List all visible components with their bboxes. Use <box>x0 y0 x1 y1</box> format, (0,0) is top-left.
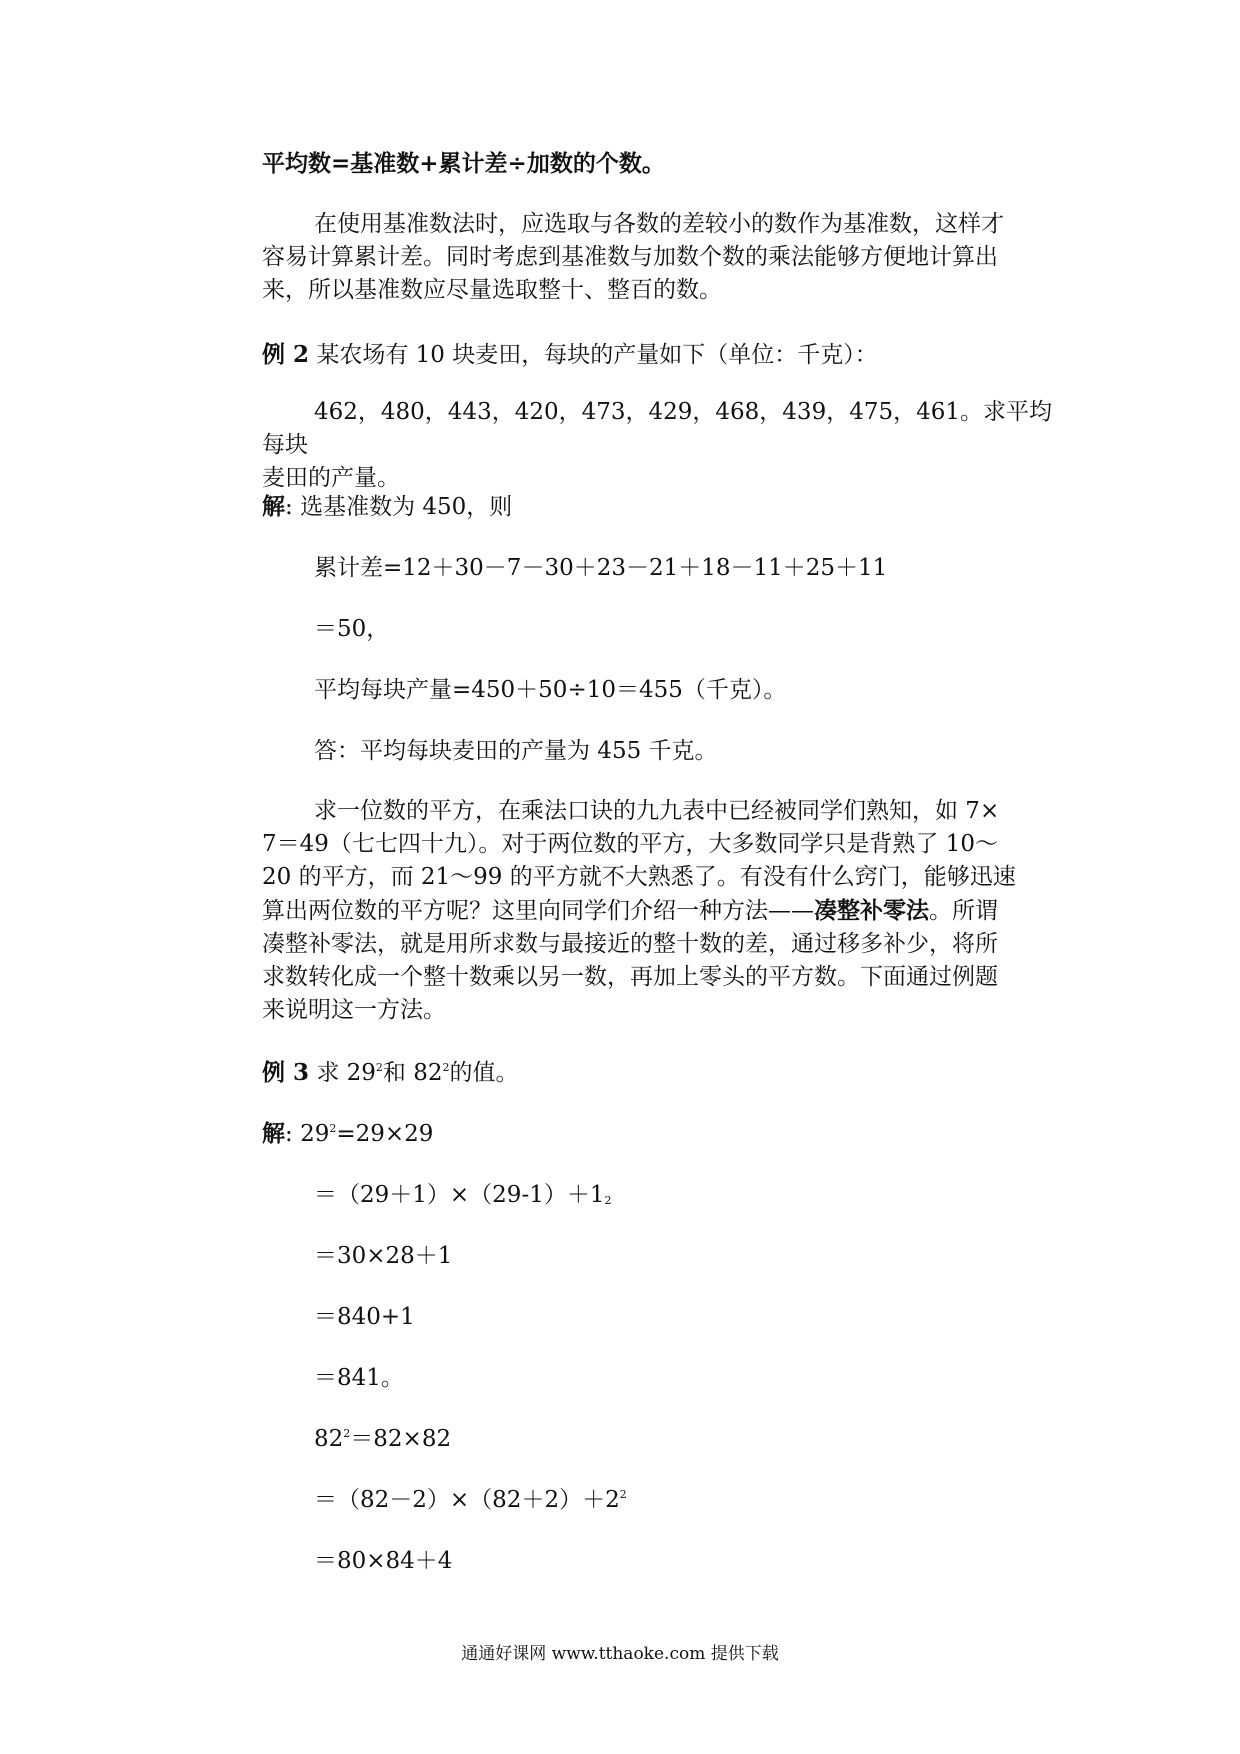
solution-2-intro <box>262 492 512 522</box>
solution-3-step <box>314 1424 451 1454</box>
math-text: 29 <box>300 1121 330 1147</box>
solution-label: 解 <box>262 1120 285 1147</box>
paragraph-base-number <box>262 208 1057 307</box>
math-text: ＝（82－2）×（82＋2）＋2 <box>314 1487 620 1513</box>
paragraph-squares <box>262 795 1057 1027</box>
exponent: 2 <box>343 1427 351 1440</box>
solution-3-step <box>314 1485 627 1515</box>
example-text: 某农场有 10 块麦田，每块的产量如下（单位：千克）： <box>316 342 878 368</box>
solution-intro-text: 选基准数为 450，则 <box>300 494 513 520</box>
math-text: =29×29 <box>336 1121 434 1147</box>
text-line: 麦田的产量。 <box>262 465 400 491</box>
subscript: 2 <box>604 1194 612 1207</box>
text-line: 20 的平方，而 21～99 的平方就不大熟悉了。有没有什么窍门，能够迅速 <box>262 864 1016 890</box>
solution-3-step: ＝80×84＋4 <box>314 1548 453 1574</box>
solution-colon: : <box>285 494 293 520</box>
text-span: 。所谓 <box>929 898 998 924</box>
bold-term: 凑整补零法 <box>814 897 929 924</box>
solution-3-step <box>314 1180 611 1210</box>
solution-3-step <box>262 1119 433 1149</box>
math-text: ＝（29＋1）×（29-1）＋1 <box>314 1182 605 1208</box>
example-label: 例 2 <box>262 341 310 368</box>
text-line: 求一位数的平方，在乘法口诀的九九表中已经被同学们熟知，如 7× <box>314 798 1000 824</box>
math-text: 82 <box>314 1426 344 1452</box>
solution-2-step: 平均每块产量=450＋50÷10＝455（千克）。 <box>314 677 787 703</box>
exponent: 2 <box>442 1061 450 1074</box>
text-line: 462，480，443，420，473，429，468，439，475，461。求平均每块 <box>262 399 1052 458</box>
text-line: 在使用基准数法时，应选取与各数的差较小的数作为基准数，这样才 <box>314 211 1004 237</box>
text-line: 凑整补零法，就是用所求数与最接近的整十数的差，通过移多补少，将所 <box>262 931 998 957</box>
solution-3-step: ＝840+1 <box>314 1304 415 1330</box>
text-line: 求数转化成一个整十数乘以另一数，再加上零头的平方数。下面通过例题 <box>262 964 998 990</box>
footer: 通通好课网 www.tthaoke.com 提供下载 <box>461 1644 779 1664</box>
text-line: 7＝49（七七四十九）。对于两位数的平方，大多数同学只是背熟了 10～ <box>262 831 998 857</box>
text-line: 来说明这一方法。 <box>262 997 446 1023</box>
solution-3-step: ＝841。 <box>314 1365 404 1391</box>
text-line: 容易计算累计差。同时考虑到基准数与加数个数的乘法能够方便地计算出 <box>262 244 998 270</box>
example-text: 和 82 <box>382 1060 443 1086</box>
example-text: 求 29 <box>316 1060 376 1086</box>
solution-colon: : <box>285 1121 293 1147</box>
formula-line: 平均数=基准数+累计差÷加数的个数。 <box>262 150 665 177</box>
text-line: 来，所以基准数应尽量选取整十、整百的数。 <box>262 277 722 303</box>
text-span: 算出两位数的平方呢？这里向同学们介绍一种方法—— <box>262 898 814 924</box>
text-line <box>262 894 1057 928</box>
example-2-data <box>262 396 1057 495</box>
example-2-heading <box>262 340 878 370</box>
example-label: 例 3 <box>262 1059 310 1086</box>
solution-2-step: 累计差=12＋30－7－30＋23－21＋18－11＋25＋11 <box>314 555 888 581</box>
solution-3-step: ＝30×28＋1 <box>314 1243 453 1269</box>
solution-label: 解 <box>262 493 285 520</box>
math-text: ＝82×82 <box>350 1426 452 1452</box>
solution-2-step: ＝50， <box>314 616 390 642</box>
exponent: 2 <box>375 1061 383 1074</box>
solution-2-answer: 答：平均每块麦田的产量为 455 千克。 <box>314 738 718 764</box>
example-text: 的值。 <box>449 1060 519 1086</box>
example-3-heading <box>262 1058 518 1088</box>
exponent: 2 <box>619 1488 627 1501</box>
exponent: 2 <box>329 1122 337 1135</box>
